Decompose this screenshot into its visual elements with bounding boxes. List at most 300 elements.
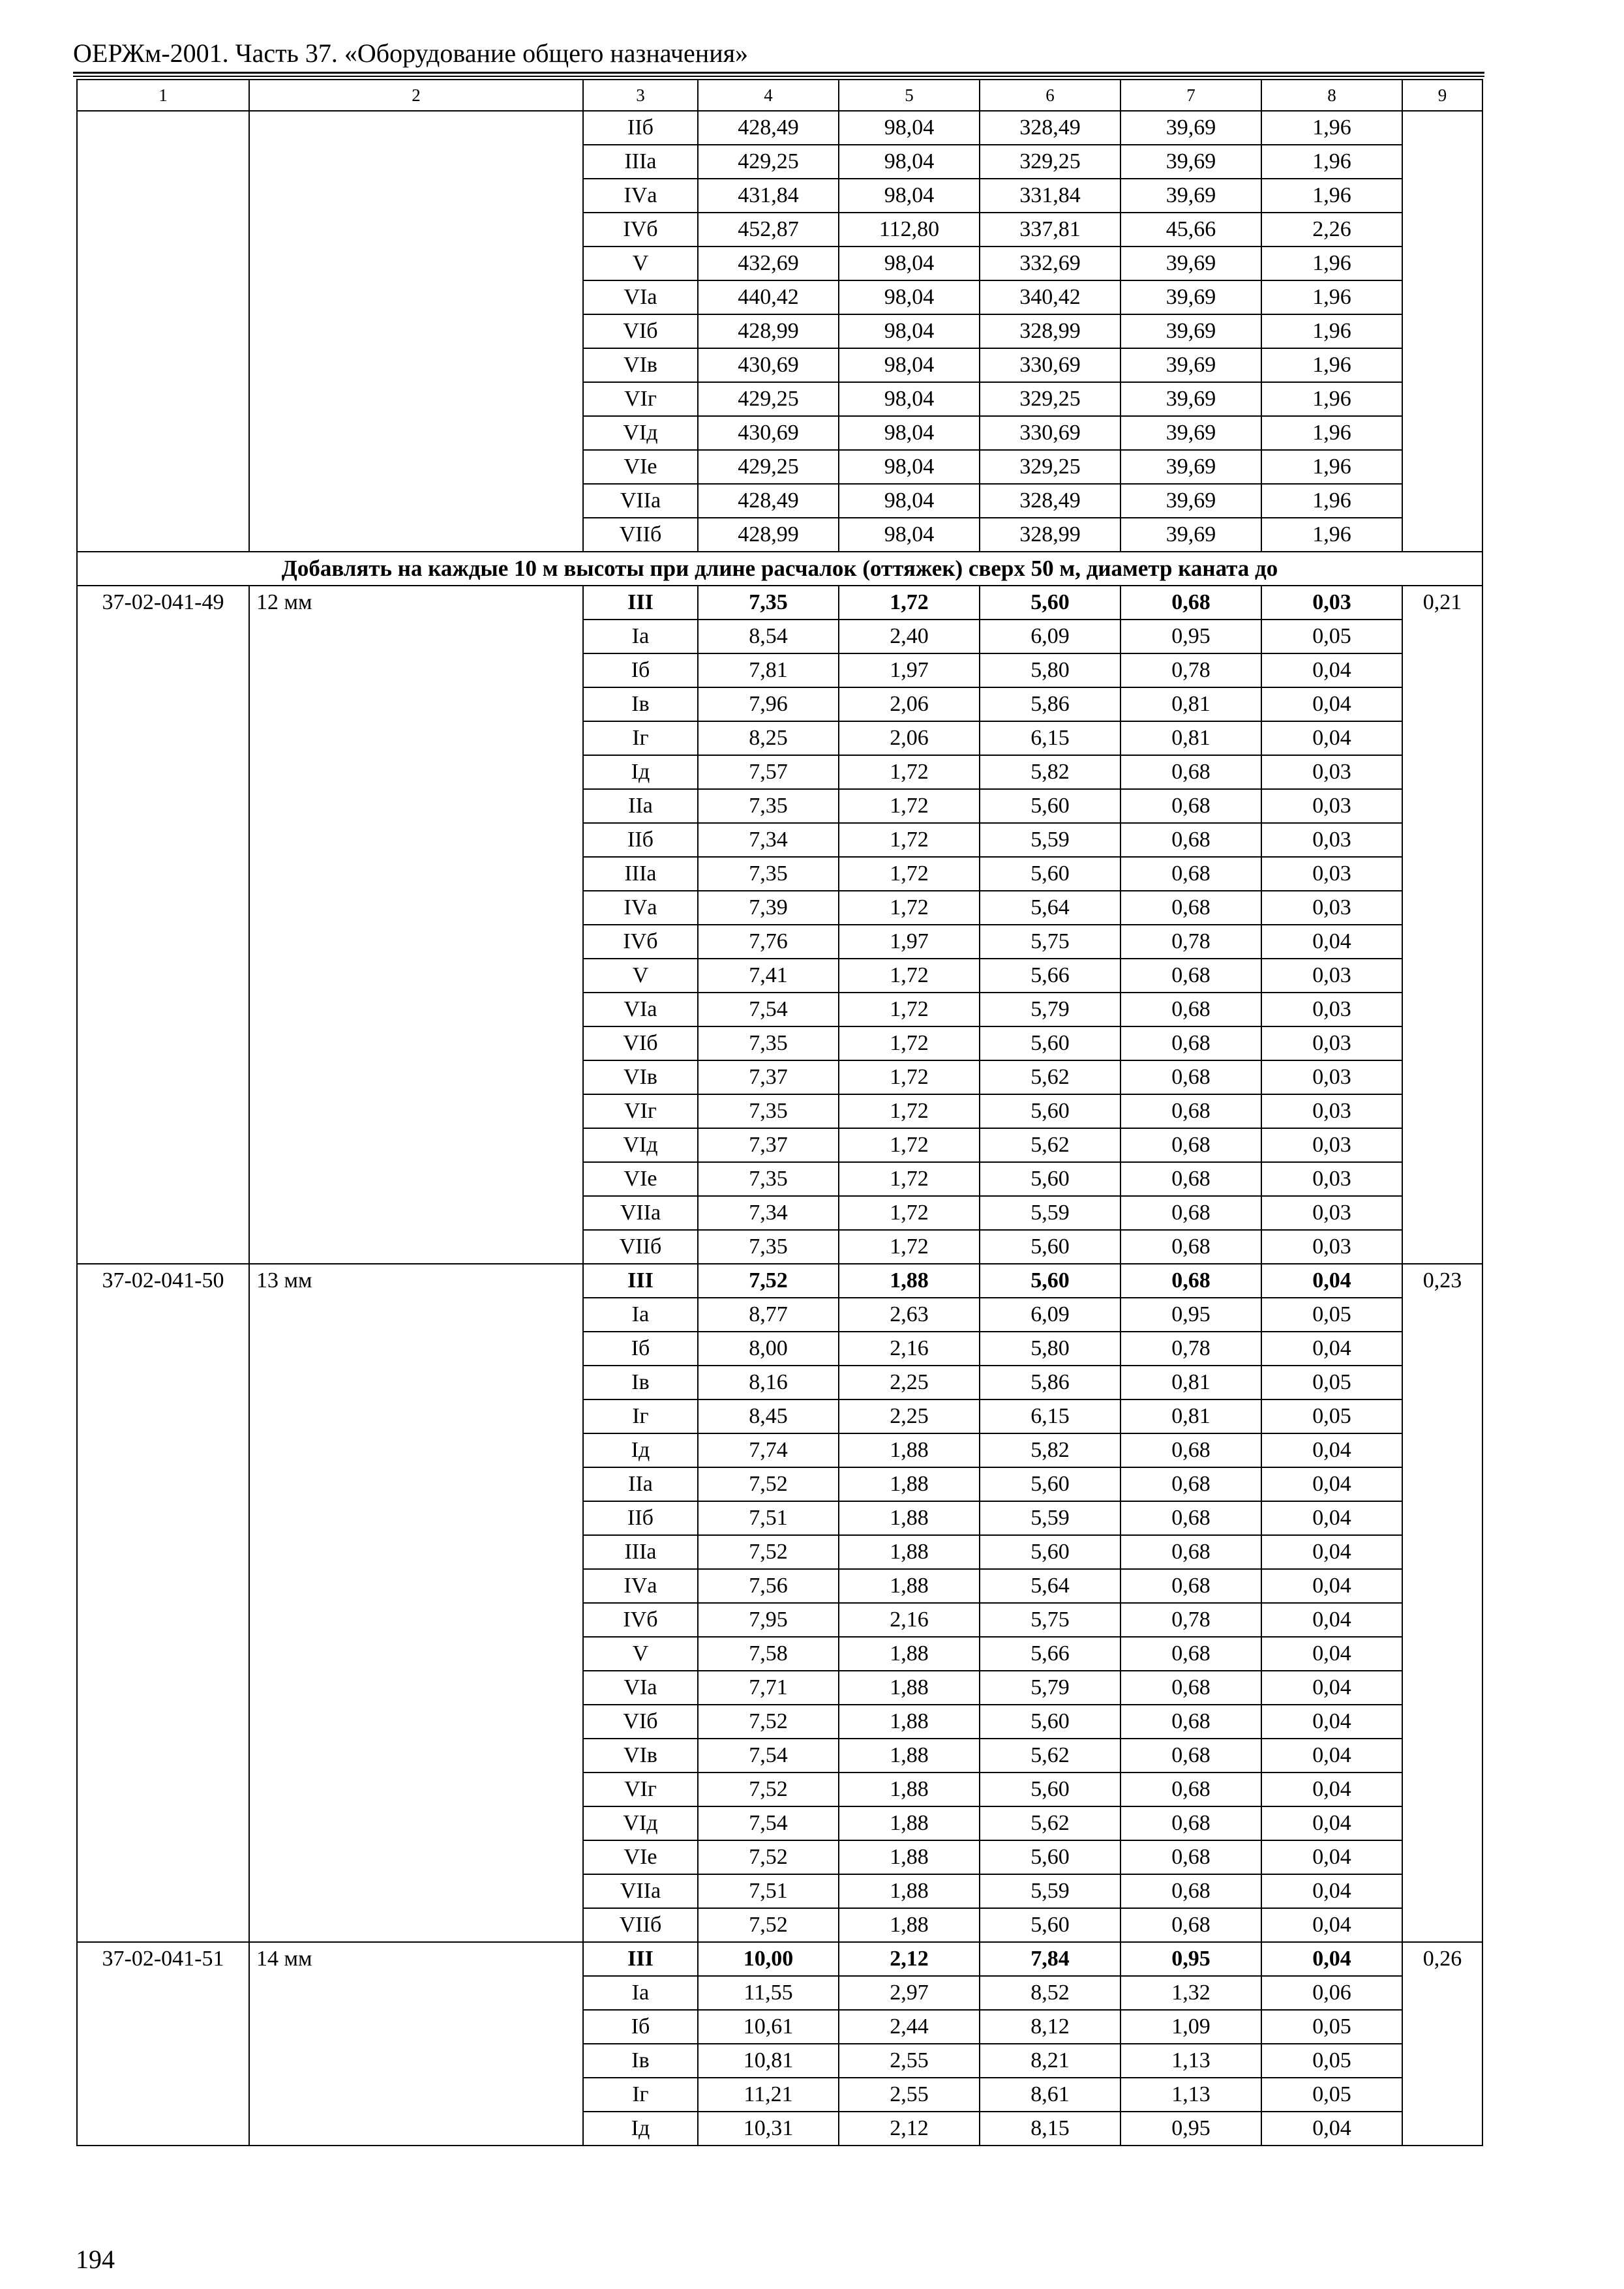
col6-cell: 328,49 xyxy=(980,111,1120,145)
col8-cell: 0,03 xyxy=(1261,891,1402,925)
col6-cell: 5,60 xyxy=(980,1705,1120,1739)
col8-cell: 0,04 xyxy=(1261,1942,1402,1976)
col5-cell: 1,88 xyxy=(839,1501,980,1535)
region-cell: VIв xyxy=(583,1060,698,1094)
region-cell: VIб xyxy=(583,1026,698,1060)
col8-cell: 0,04 xyxy=(1261,1569,1402,1603)
col7-cell: 0,78 xyxy=(1120,925,1261,959)
col6-cell: 328,49 xyxy=(980,484,1120,518)
col4-cell: 7,74 xyxy=(698,1433,839,1467)
col5-cell: 98,04 xyxy=(839,450,980,484)
region-cell: VIе xyxy=(583,450,698,484)
col6-cell: 5,62 xyxy=(980,1806,1120,1840)
col4-cell: 428,99 xyxy=(698,314,839,348)
col7-cell: 0,95 xyxy=(1120,1298,1261,1332)
table-row xyxy=(77,1264,1482,1298)
col7-cell: 0,81 xyxy=(1120,1366,1261,1399)
col7-cell: 0,68 xyxy=(1120,1128,1261,1162)
col6-cell: 6,15 xyxy=(980,721,1120,755)
col6-cell: 5,60 xyxy=(980,1908,1120,1942)
col5-cell: 1,88 xyxy=(839,1773,980,1806)
col4-cell: 7,95 xyxy=(698,1603,839,1637)
region-cell: VIе xyxy=(583,1162,698,1196)
col6-cell: 331,84 xyxy=(980,179,1120,213)
col7-cell: 39,69 xyxy=(1120,145,1261,179)
col5-cell: 98,04 xyxy=(839,280,980,314)
col8-cell: 1,96 xyxy=(1261,416,1402,450)
col6-cell: 5,86 xyxy=(980,1366,1120,1399)
col5-cell: 1,88 xyxy=(839,1467,980,1501)
col7-cell: 0,68 xyxy=(1120,1671,1261,1705)
description-cell xyxy=(249,111,583,552)
column-number: 5 xyxy=(839,80,980,111)
col8-cell: 0,03 xyxy=(1261,789,1402,823)
region-cell: VIг xyxy=(583,1773,698,1806)
col4-cell: 7,81 xyxy=(698,653,839,687)
region-cell: VIд xyxy=(583,1806,698,1840)
col6-cell: 5,82 xyxy=(980,755,1120,789)
col8-cell: 0,05 xyxy=(1261,2010,1402,2044)
col7-cell: 0,68 xyxy=(1120,1908,1261,1942)
region-cell: Iд xyxy=(583,1433,698,1467)
col4-cell: 8,45 xyxy=(698,1399,839,1433)
region-cell: VIб xyxy=(583,1705,698,1739)
col8-cell: 1,96 xyxy=(1261,111,1402,145)
col8-cell: 0,04 xyxy=(1261,1603,1402,1637)
region-cell: IIб xyxy=(583,1501,698,1535)
col8-cell: 0,03 xyxy=(1261,1162,1402,1196)
col9-cell: 0,23 xyxy=(1402,1264,1482,1942)
col7-cell: 1,32 xyxy=(1120,1976,1261,2010)
col4-cell: 7,35 xyxy=(698,789,839,823)
region-cell: VIа xyxy=(583,1671,698,1705)
region-cell: IIб xyxy=(583,111,698,145)
col4-cell: 7,54 xyxy=(698,1739,839,1773)
col4-cell: 8,16 xyxy=(698,1366,839,1399)
col5-cell: 98,04 xyxy=(839,111,980,145)
col8-cell: 0,03 xyxy=(1261,1128,1402,1162)
region-cell: Iг xyxy=(583,721,698,755)
col4-cell: 7,76 xyxy=(698,925,839,959)
col7-cell: 0,95 xyxy=(1120,620,1261,653)
col7-cell: 0,78 xyxy=(1120,653,1261,687)
col4-cell: 7,35 xyxy=(698,586,839,620)
col4-cell: 7,58 xyxy=(698,1637,839,1671)
col7-cell: 0,68 xyxy=(1120,1806,1261,1840)
col7-cell: 0,68 xyxy=(1120,993,1261,1026)
col5-cell: 2,25 xyxy=(839,1399,980,1433)
column-number: 3 xyxy=(583,80,698,111)
col6-cell: 5,60 xyxy=(980,1773,1120,1806)
col7-cell: 0,68 xyxy=(1120,891,1261,925)
col4-cell: 7,52 xyxy=(698,1467,839,1501)
region-cell: IVб xyxy=(583,925,698,959)
col7-cell: 0,68 xyxy=(1120,1467,1261,1501)
col7-cell: 0,95 xyxy=(1120,2112,1261,2146)
region-cell: V xyxy=(583,959,698,993)
col5-cell: 1,88 xyxy=(839,1908,980,1942)
col7-cell: 0,78 xyxy=(1120,1603,1261,1637)
col5-cell: 98,04 xyxy=(839,484,980,518)
col8-cell: 0,04 xyxy=(1261,1637,1402,1671)
col7-cell: 1,13 xyxy=(1120,2078,1261,2112)
region-cell: IIIа xyxy=(583,857,698,891)
region-cell: VIв xyxy=(583,1739,698,1773)
col5-cell: 1,88 xyxy=(839,1705,980,1739)
col6-cell: 5,75 xyxy=(980,925,1120,959)
col8-cell: 0,04 xyxy=(1261,1773,1402,1806)
col4-cell: 11,21 xyxy=(698,2078,839,2112)
col5-cell: 2,06 xyxy=(839,687,980,721)
column-number: 6 xyxy=(980,80,1120,111)
region-cell: VIд xyxy=(583,1128,698,1162)
col8-cell: 1,96 xyxy=(1261,247,1402,280)
col4-cell: 431,84 xyxy=(698,179,839,213)
region-cell: VIд xyxy=(583,416,698,450)
col6-cell: 329,25 xyxy=(980,382,1120,416)
col5-cell: 1,72 xyxy=(839,789,980,823)
col5-cell: 98,04 xyxy=(839,145,980,179)
region-cell: VIе xyxy=(583,1840,698,1874)
col4-cell: 7,52 xyxy=(698,1773,839,1806)
col5-cell: 1,72 xyxy=(839,993,980,1026)
col7-cell: 0,68 xyxy=(1120,1196,1261,1230)
table-row xyxy=(77,586,1482,620)
col8-cell: 0,04 xyxy=(1261,1332,1402,1366)
col8-cell: 0,04 xyxy=(1261,1908,1402,1942)
col5-cell: 2,16 xyxy=(839,1603,980,1637)
col5-cell: 1,88 xyxy=(839,1569,980,1603)
col8-cell: 0,04 xyxy=(1261,1501,1402,1535)
col7-cell: 0,68 xyxy=(1120,1060,1261,1094)
rates-table-body xyxy=(77,80,1482,2146)
page-header: ОЕРЖм-2001. Часть 37. «Оборудование общего назначения» xyxy=(73,38,748,68)
region-cell: V xyxy=(583,1637,698,1671)
col7-cell: 0,95 xyxy=(1120,1942,1261,1976)
col5-cell: 1,72 xyxy=(839,1128,980,1162)
col4-cell: 7,56 xyxy=(698,1569,839,1603)
col8-cell: 0,03 xyxy=(1261,823,1402,857)
col4-cell: 428,49 xyxy=(698,111,839,145)
col7-cell: 0,68 xyxy=(1120,1705,1261,1739)
col6-cell: 8,15 xyxy=(980,2112,1120,2146)
column-number: 1 xyxy=(77,80,249,111)
col6-cell: 330,69 xyxy=(980,348,1120,382)
col8-cell: 0,04 xyxy=(1261,1467,1402,1501)
col8-cell: 0,05 xyxy=(1261,2044,1402,2078)
col8-cell: 0,05 xyxy=(1261,1298,1402,1332)
col8-cell: 0,04 xyxy=(1261,1433,1402,1467)
col6-cell: 5,66 xyxy=(980,959,1120,993)
col5-cell: 98,04 xyxy=(839,348,980,382)
col8-cell: 0,03 xyxy=(1261,1094,1402,1128)
col9-cell: 0,26 xyxy=(1402,1942,1482,2146)
region-cell: IVа xyxy=(583,1569,698,1603)
col8-cell: 0,03 xyxy=(1261,586,1402,620)
col5-cell: 98,04 xyxy=(839,518,980,552)
region-cell: Iд xyxy=(583,755,698,789)
column-number: 4 xyxy=(698,80,839,111)
col7-cell: 39,69 xyxy=(1120,416,1261,450)
region-cell: Iб xyxy=(583,1332,698,1366)
col6-cell: 329,25 xyxy=(980,145,1120,179)
col7-cell: 0,68 xyxy=(1120,586,1261,620)
col7-cell: 0,78 xyxy=(1120,1332,1261,1366)
col7-cell: 39,69 xyxy=(1120,314,1261,348)
col6-cell: 5,60 xyxy=(980,1094,1120,1128)
col6-cell: 332,69 xyxy=(980,247,1120,280)
col6-cell: 5,60 xyxy=(980,1264,1120,1298)
page-number: 194 xyxy=(76,2245,115,2274)
region-cell: IIб xyxy=(583,823,698,857)
col4-cell: 429,25 xyxy=(698,450,839,484)
col5-cell: 1,88 xyxy=(839,1264,980,1298)
col6-cell: 5,80 xyxy=(980,1332,1120,1366)
region-cell: IVб xyxy=(583,1603,698,1637)
col8-cell: 2,26 xyxy=(1261,213,1402,247)
col9-cell: 0,21 xyxy=(1402,586,1482,1264)
col6-cell: 8,52 xyxy=(980,1976,1120,2010)
col5-cell: 2,63 xyxy=(839,1298,980,1332)
col6-cell: 5,60 xyxy=(980,1230,1120,1264)
col5-cell: 1,72 xyxy=(839,1060,980,1094)
col5-cell: 1,88 xyxy=(839,1739,980,1773)
region-cell: VIа xyxy=(583,280,698,314)
col5-cell: 1,88 xyxy=(839,1840,980,1874)
col8-cell: 1,96 xyxy=(1261,348,1402,382)
header-rule-thin xyxy=(73,76,1484,77)
col8-cell: 0,05 xyxy=(1261,2078,1402,2112)
region-cell: Iа xyxy=(583,1976,698,2010)
col6-cell: 5,79 xyxy=(980,993,1120,1026)
col4-cell: 11,55 xyxy=(698,1976,839,2010)
col4-cell: 8,25 xyxy=(698,721,839,755)
col6-cell: 5,60 xyxy=(980,857,1120,891)
col7-cell: 0,68 xyxy=(1120,823,1261,857)
col4-cell: 7,52 xyxy=(698,1908,839,1942)
column-number: 7 xyxy=(1120,80,1261,111)
col6-cell: 337,81 xyxy=(980,213,1120,247)
col4-cell: 7,52 xyxy=(698,1535,839,1569)
col8-cell: 0,03 xyxy=(1261,993,1402,1026)
col5-cell: 2,25 xyxy=(839,1366,980,1399)
col5-cell: 2,44 xyxy=(839,2010,980,2044)
region-cell: VIIа xyxy=(583,484,698,518)
col5-cell: 2,55 xyxy=(839,2078,980,2112)
col7-cell: 0,68 xyxy=(1120,1026,1261,1060)
col4-cell: 7,37 xyxy=(698,1060,839,1094)
region-cell: VIIб xyxy=(583,1908,698,1942)
col8-cell: 1,96 xyxy=(1261,179,1402,213)
region-cell: Iб xyxy=(583,653,698,687)
col4-cell: 428,99 xyxy=(698,518,839,552)
col7-cell: 0,68 xyxy=(1120,1535,1261,1569)
code-cell: 37-02-041-49 xyxy=(77,586,249,1264)
col5-cell: 112,80 xyxy=(839,213,980,247)
col7-cell: 0,81 xyxy=(1120,721,1261,755)
col4-cell: 7,34 xyxy=(698,823,839,857)
col7-cell: 39,69 xyxy=(1120,450,1261,484)
col6-cell: 329,25 xyxy=(980,450,1120,484)
col5-cell: 1,72 xyxy=(839,891,980,925)
col7-cell: 0,68 xyxy=(1120,1094,1261,1128)
col4-cell: 7,37 xyxy=(698,1128,839,1162)
col7-cell: 45,66 xyxy=(1120,213,1261,247)
col8-cell: 0,04 xyxy=(1261,1806,1402,1840)
col5-cell: 1,72 xyxy=(839,823,980,857)
region-cell: IVа xyxy=(583,179,698,213)
col6-cell: 5,60 xyxy=(980,586,1120,620)
region-cell: VIIа xyxy=(583,1874,698,1908)
col6-cell: 5,60 xyxy=(980,1840,1120,1874)
col5-cell: 2,40 xyxy=(839,620,980,653)
col5-cell: 1,72 xyxy=(839,1196,980,1230)
region-cell: IIа xyxy=(583,1467,698,1501)
region-cell: VIв xyxy=(583,348,698,382)
col5-cell: 1,72 xyxy=(839,1162,980,1196)
col7-cell: 0,68 xyxy=(1120,1433,1261,1467)
col7-cell: 39,69 xyxy=(1120,382,1261,416)
col6-cell: 5,60 xyxy=(980,1535,1120,1569)
col8-cell: 0,04 xyxy=(1261,1705,1402,1739)
col4-cell: 7,35 xyxy=(698,1094,839,1128)
code-cell: 37-02-041-50 xyxy=(77,1264,249,1942)
col7-cell: 39,69 xyxy=(1120,247,1261,280)
col7-cell: 1,13 xyxy=(1120,2044,1261,2078)
col4-cell: 428,49 xyxy=(698,484,839,518)
col5-cell: 1,72 xyxy=(839,1026,980,1060)
col4-cell: 452,87 xyxy=(698,213,839,247)
col5-cell: 1,72 xyxy=(839,857,980,891)
col8-cell: 0,05 xyxy=(1261,1366,1402,1399)
column-number: 9 xyxy=(1402,80,1482,111)
col8-cell: 0,04 xyxy=(1261,1671,1402,1705)
col4-cell: 430,69 xyxy=(698,348,839,382)
col5-cell: 1,72 xyxy=(839,1230,980,1264)
col6-cell: 8,12 xyxy=(980,2010,1120,2044)
col8-cell: 0,04 xyxy=(1261,653,1402,687)
col8-cell: 0,03 xyxy=(1261,1230,1402,1264)
col7-cell: 0,81 xyxy=(1120,1399,1261,1433)
col8-cell: 0,04 xyxy=(1261,1874,1402,1908)
col7-cell: 0,68 xyxy=(1120,1637,1261,1671)
col4-cell: 8,54 xyxy=(698,620,839,653)
region-cell: Iв xyxy=(583,687,698,721)
col4-cell: 7,39 xyxy=(698,891,839,925)
col8-cell: 0,06 xyxy=(1261,1976,1402,2010)
region-cell: VIIа xyxy=(583,1196,698,1230)
col8-cell: 1,96 xyxy=(1261,450,1402,484)
col7-cell: 39,69 xyxy=(1120,280,1261,314)
region-cell: Iа xyxy=(583,1298,698,1332)
col6-cell: 5,60 xyxy=(980,1162,1120,1196)
region-cell: VIб xyxy=(583,314,698,348)
col5-cell: 2,16 xyxy=(839,1332,980,1366)
col6-cell: 5,79 xyxy=(980,1671,1120,1705)
region-cell: IVа xyxy=(583,891,698,925)
col6-cell: 8,61 xyxy=(980,2078,1120,2112)
col7-cell: 0,68 xyxy=(1120,1230,1261,1264)
col6-cell: 5,75 xyxy=(980,1603,1120,1637)
col5-cell: 98,04 xyxy=(839,314,980,348)
col6-cell: 6,09 xyxy=(980,620,1120,653)
description-cell: 12 мм xyxy=(249,586,583,1264)
col5-cell: 98,04 xyxy=(839,247,980,280)
col5-cell: 1,72 xyxy=(839,959,980,993)
column-number: 2 xyxy=(249,80,583,111)
col6-cell: 8,21 xyxy=(980,2044,1120,2078)
col6-cell: 7,84 xyxy=(980,1942,1120,1976)
col7-cell: 39,69 xyxy=(1120,348,1261,382)
region-cell: III xyxy=(583,586,698,620)
col8-cell: 0,05 xyxy=(1261,620,1402,653)
col5-cell: 1,88 xyxy=(839,1535,980,1569)
col8-cell: 0,03 xyxy=(1261,755,1402,789)
col7-cell: 0,68 xyxy=(1120,1874,1261,1908)
col4-cell: 429,25 xyxy=(698,145,839,179)
col5-cell: 2,97 xyxy=(839,1976,980,2010)
region-cell: Iд xyxy=(583,2112,698,2146)
col8-cell: 1,96 xyxy=(1261,280,1402,314)
col7-cell: 0,68 xyxy=(1120,789,1261,823)
region-cell: VIIб xyxy=(583,1230,698,1264)
column-number-row xyxy=(77,80,1482,111)
col4-cell: 7,35 xyxy=(698,1230,839,1264)
region-cell: VIг xyxy=(583,382,698,416)
col6-cell: 340,42 xyxy=(980,280,1120,314)
col8-cell: 1,96 xyxy=(1261,518,1402,552)
col4-cell: 7,35 xyxy=(698,1162,839,1196)
description-cell: 13 мм xyxy=(249,1264,583,1942)
col4-cell: 429,25 xyxy=(698,382,839,416)
col6-cell: 5,59 xyxy=(980,1501,1120,1535)
col5-cell: 98,04 xyxy=(839,382,980,416)
region-cell: Iб xyxy=(583,2010,698,2044)
header-rule xyxy=(73,72,1484,74)
col5-cell: 1,72 xyxy=(839,755,980,789)
col6-cell: 5,86 xyxy=(980,687,1120,721)
col5-cell: 1,88 xyxy=(839,1806,980,1840)
col5-cell: 1,88 xyxy=(839,1637,980,1671)
col5-cell: 98,04 xyxy=(839,416,980,450)
col6-cell: 328,99 xyxy=(980,314,1120,348)
col6-cell: 5,62 xyxy=(980,1060,1120,1094)
col6-cell: 5,60 xyxy=(980,789,1120,823)
col8-cell: 0,04 xyxy=(1261,925,1402,959)
col5-cell: 2,12 xyxy=(839,2112,980,2146)
col6-cell: 5,62 xyxy=(980,1128,1120,1162)
col8-cell: 0,04 xyxy=(1261,721,1402,755)
region-cell: IIIа xyxy=(583,145,698,179)
col8-cell: 0,04 xyxy=(1261,1840,1402,1874)
col4-cell: 7,51 xyxy=(698,1874,839,1908)
col7-cell: 39,69 xyxy=(1120,111,1261,145)
col8-cell: 0,04 xyxy=(1261,687,1402,721)
col5-cell: 1,97 xyxy=(839,925,980,959)
col7-cell: 39,69 xyxy=(1120,518,1261,552)
col4-cell: 10,00 xyxy=(698,1942,839,1976)
col4-cell: 7,71 xyxy=(698,1671,839,1705)
col5-cell: 1,88 xyxy=(839,1433,980,1467)
col5-cell: 1,88 xyxy=(839,1874,980,1908)
col4-cell: 7,34 xyxy=(698,1196,839,1230)
col4-cell: 10,81 xyxy=(698,2044,839,2078)
col6-cell: 5,82 xyxy=(980,1433,1120,1467)
col6-cell: 5,64 xyxy=(980,891,1120,925)
col5-cell: 2,55 xyxy=(839,2044,980,2078)
col4-cell: 8,77 xyxy=(698,1298,839,1332)
col8-cell: 1,96 xyxy=(1261,145,1402,179)
